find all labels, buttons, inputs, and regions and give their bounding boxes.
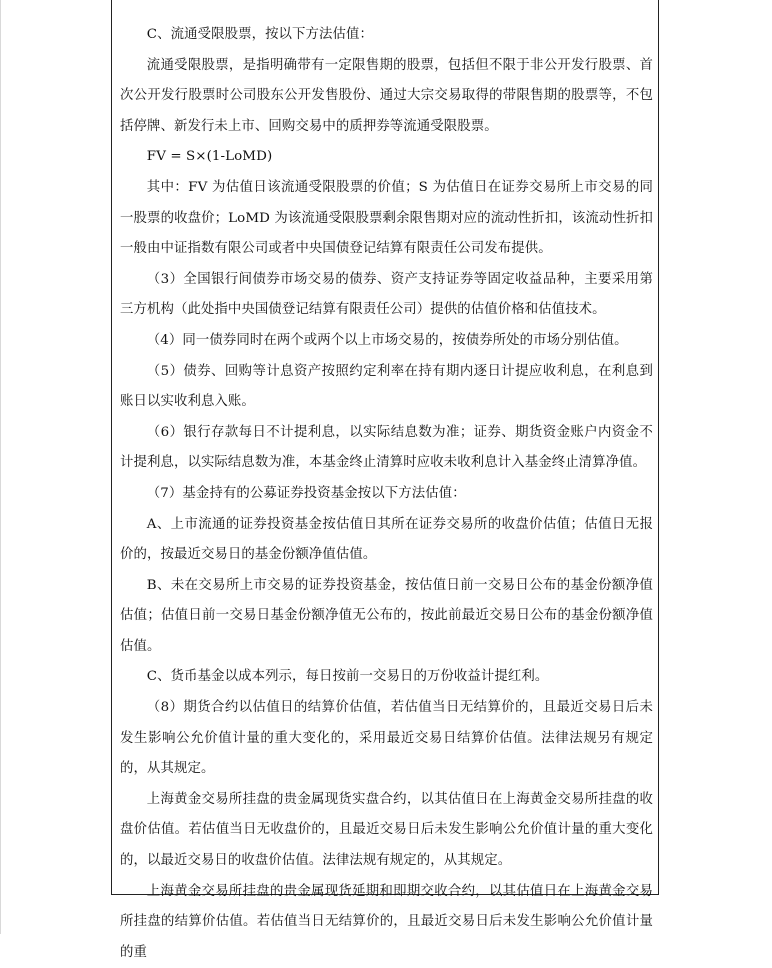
paragraph-listed-funds: A、上市流通的证券投资基金按估值日其所在证券交易所的收盘价估值；估值日无报价的，按最近交易日的基金份额净值估值。: [120, 516, 653, 563]
paragraph-item-8-futures: （8）期货合约以估值日的结算价估值，若估值当日无结算价的，且最近交易日后未发生影响公允价值计量的重大变化的，采用最近交易日结算价估值。法律法规另有规定的，从其规定。: [120, 700, 653, 777]
paragraph-item-5-interest-accrual: （5）债券、回购等计息资产按照约定利率在持有期内逐日计提应收利息，在利息到账日以实收利息入账。: [120, 363, 653, 410]
valuation-formula: FV = S×(1-LoMD): [146, 149, 273, 165]
paragraph-item-3-interbank-bonds: （3）全国银行间债券市场交易的债券、资产支持证券等固定收益品种，主要采用第三方机构（此处指中央国债登记结算有限责任公司）提供的估值价格和估值技术。: [120, 271, 653, 318]
paragraph-restricted-stock-heading: C、流通受限股票，按以下方法估值：: [146, 27, 373, 42]
paragraph-item-7-public-funds: （7）基金持有的公募证券投资基金按以下方法估值：: [146, 485, 466, 501]
paragraph-restricted-stock-definition: 流通受限股票，是指明确带有一定限售期的股票，包括但不限于非公开发行股票、首次公开发行股票时公司股东公开发售股份、通过大宗交易取得的带限售期的股票等，不包括停牌、新发行未上市、回购交易中的质押券等流通受限股票。: [120, 57, 653, 134]
paragraph-unlisted-funds: B、未在交易所上市交易的证券投资基金，按估值日前一交易日公布的基金份额净值估值；估值日前一交易日基金份额净值无公布的，按此前最近交易日公布的基金份额净值估值。: [120, 577, 653, 654]
paragraph-item-4-dual-listed-bonds: （4）同一债券同时在两个或两个以上市场交易的，按债券所处的市场分别估值。: [146, 332, 628, 348]
paragraph-gold-deferred-contracts: 上海黄金交易所挂盘的贵金属现货延期和即期交收合约，以其估值日在上海黄金交易所挂盘的结算价估值。若估值当日无结算价的，且最近交易日后未发生影响公允价值计量的重: [120, 883, 653, 960]
paragraph-money-market-funds: C、货币基金以成本列示，每日按前一交易日的万份收益计提红利。: [146, 669, 549, 685]
paragraph-gold-spot-contracts: 上海黄金交易所挂盘的贵金属现货实盘合约，以其估值日在上海黄金交易所挂盘的收盘价估值。若估值当日无收盘价的，且最近交易日后未发生影响公允价值计量的重大变化的，以最近交易日的收盘价估值。法律法规有规定的，从其规定。: [120, 791, 653, 869]
paragraph-formula-explanation: 其中：FV 为估值日该流通受限股票的价值；S 为估值日在证券交易所上市交易的同一股票的收盘价；LoMD 为该流通受限股票剩余限售期对应的流动性折扣，该流动性折扣一般由中证指数有限公司或者中央国债登记结算有限责任公司发布提供。: [120, 179, 653, 257]
document-table-cell: [111, 0, 659, 960]
paragraph-item-6-bank-deposits: （6）银行存款每日不计提利息，以实际结息数为准；证券、期货资金账户内资金不计提利息，以实际结息数为准，本基金终止清算时应收未收利息计入基金终止清算净值。: [120, 424, 653, 471]
page-left-edge: [0, 0, 1, 934]
